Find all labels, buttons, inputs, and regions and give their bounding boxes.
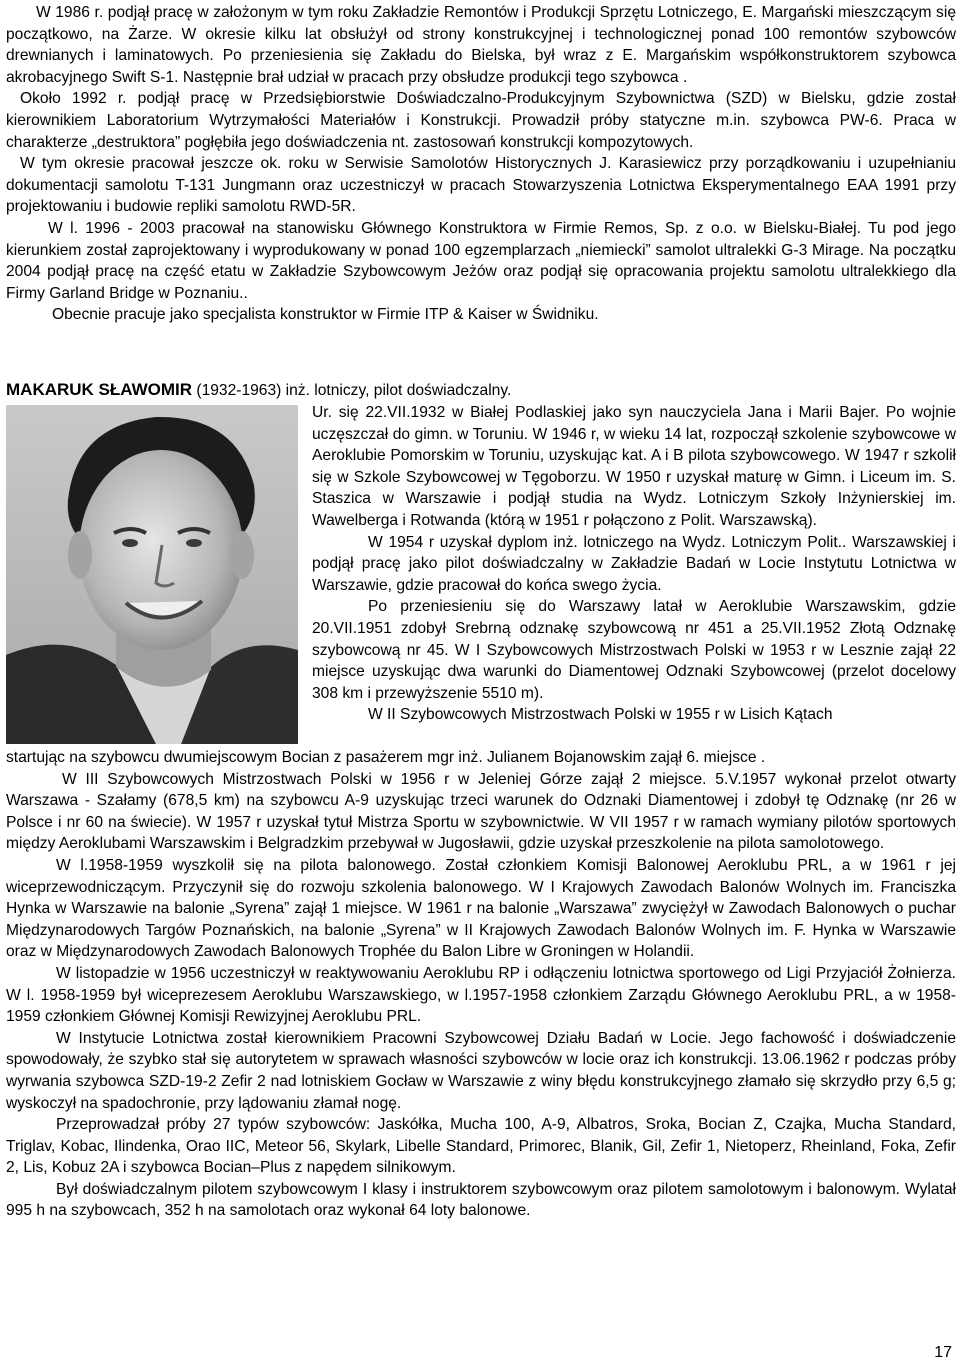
paragraph-1986: W 1986 r. podjął pracę w założonym w tym roku Zakładzie Remontów i Produkcji Sprzętu Lotniczego, E. Margański mieszczącym się początkowo, na Żarze. W okresie kilku lat obsłużył od strony konstrukcyjnej i technologicznej ponad 100 remontów szybowców drewnianych i laminatowych. Po przeniesienia się Zakładu do Bielska, był wraz z E. Margańskim współkonstruktorem szybowca akrobacyjnego Swift S-1. Następnie brał udział w pracach przy obsłudze produkcji tego szybowca . (6, 4, 956, 86)
paragraph-1955-start: W II Szybowcowych Mistrzostwach Polski w 1955 r w Lisich Kątach (368, 706, 833, 724)
entry-subtitle: (1932-1963) inż. lotniczy, pilot doświadczalny. (192, 382, 512, 399)
paragraph-1992: Około 1992 r. podjął pracę w Przedsiębiorstwie Doświadczalno-Produkcyjnym Szybownictwa (SZD) w Bielsku, gdzie został kierownikiem Laboratorium Wytrzymałości Materiałów i Konstrukcji. Prowadził próby statyczne m.in. szybowca PW-6. Praca w charakterze „destruktora” pogłębiła jego doświadczenia nt. zastosowań konstrukcji kompozytowych. (6, 90, 956, 151)
top-text-section (6, 2, 956, 326)
paragraph-birth: Ur. się 22.VII.1932 w Białej Podlaskiej jako syn nauczyciela Jana i Marii Bajer. Po wojnie uczęszczał do gimn. w Toruniu. W 1946 r, w wieku 14 lat, rozpoczął szkolenie szybowcowe w Aeroklubie Pomorskim w Toruniu, uzyskując kat. A i B pilota szybowcowego. W 1947 r szkolił się w Szkole Szybowcowej w Tęgoborzu. W 1950 r uzyskał maturę w Gimn. i Liceum im. S. Staszica w Warszawie i podjął studia na Wydz. Lotniczym Szkoły Inżynierskiej im. Wawelberga i Rotwanda (którą w 1951 r połączono z Polit. Warszawską). (312, 404, 956, 529)
entry-heading (6, 379, 511, 402)
page-number: 17 (934, 1344, 952, 1361)
paragraph-aeroklub: W listopadzie w 1956 uczestniczył w reaktywowaniu Aeroklubu RP i odłączeniu lotnictwa sportowego od Ligi Przyjaciół Żołnierza. W l. 1958-1959 był wiceprezesem Aeroklubu Warszawskiego, w l.1957-1958 członkiem Zarządu Głównego Aeroklubu PRL, a w 1958-1959 członkiem Głównej Komisji Rewizyjnej Aeroklubu PRL. (6, 964, 956, 1026)
paragraph-instytut: W Instytucie Lotnictwa został kierownikiem Pracowni Szybowcowej Działu Badań w Locie. Jego fachowość i doświadczenie spowodowały, że szybko stał się autorytetem w sprawach własności szybowców w locie oraz ich konstrukcji. 13.06.1962 r podczas próby wyrwania szybowca SZD-19-2 Zefir 2 nad lotniskiem Gocław w Warszawie z winy błędu konstrukcyjnego złamało się skrzydło przy 6,5 g; wyskoczył na spadochronie, przy lądowaniu złamał nogę. (6, 1029, 956, 1112)
entry-name: MAKARUK SŁAWOMIR (6, 380, 193, 399)
paragraph-nalot: Był doświadczalnym pilotem szybowcowym I klasy i instruktorem szybowcowym oraz pilotem samolotowym i balonowym. Wylatał 995 h na szybowcach, 352 h na samolotach oraz wykonał 64 loty balonowe. (6, 1180, 956, 1220)
right-text-column (312, 402, 956, 726)
paragraph-remos: W l. 1996 - 2003 pracował na stanowisku Głównego Konstruktora w Firmie Remos, Sp. z o.o. w Bielsku-Białej. Tu pod jego kierunkiem został zaprojektowany i wyprodukowany w ponad 100 egzemplarzach „niemiecki” samolot ultralekki G-3 Mirage. Na początku 2004 podjął pracę na część etatu w Zakładzie Szybowcowym Jeżów oraz podjął się opracowania projektu samolotu ultralekkiego dla Firmy Garland Bridge w Poznaniu.. (6, 219, 956, 302)
lower-text-section (6, 747, 956, 1222)
paragraph-serwis: W tym okresie pracował jeszcze ok. roku w Serwisie Samolotów Historycznych J. Karasiewicz przy porządkowaniu i uzupełnianiu dokumentacji samolotu T-131 Jungmann oraz uczestniczył w pracach Stowarzyszenia Lotnictwa Eksperymentalnego EAA 1991 przy projektowaniu i budowie repliki samolotu RWD-5R. (6, 155, 956, 216)
paragraph-obecnie: Obecnie pracuje jako specjalista konstruktor w Firmie ITP & Kaiser w Świdniku. (52, 306, 599, 324)
portrait-image (6, 405, 298, 744)
paragraph-1954: W 1954 r uzyskał dyplom inż. lotniczego na Wydz. Lotniczym Polit.. Warszawskiej i podjął pracę jako pilot doświadczalny w Zakładzie Badań w Locie Instytutu Lotnictwa w Warszawie, gdzie pracował do końca swego życia. (312, 533, 956, 594)
paragraph-proby: Przeprowadzał próby 27 typów szybowców: Jaskółka, Mucha 100, A-9, Albatros, Sroka, Bocian Z, Czajka, Mucha Standard, Triglav, Kobac, Ilindenka, Orao IIC, Meteor 56, Skylark, Libelle Standard, Primorec, Blanik, Gil, Zefir 1, Nietoperz, Rheinland, Foka, Zefir 2, Lis, Kobuz 2A i szybowca Bocian–Plus z napędem silnikowym. (6, 1116, 956, 1177)
paragraph-1955-continued: startując na szybowcu dwumiejscowym Bocian z pasażerem mgr inż. Julianem Bojanowskim zajął 6. miejsce . (6, 749, 766, 766)
paragraph-1956: W III Szybowcowych Mistrzostwach Polski w 1956 r w Jeleniej Górze zajął 2 miejsce. 5.V.1957 wykonał przelot otwarty Warszawa - Szałamy (678,5 km) na szybowcu A-9 uzyskując trzeci warunek do Odznaki Diamentowej i zdobył tę Odznakę (nr 26 w Polsce i nr 60 na świecie). W 1957 r uzyskał tytuł Mistrza Sportu w szybownictwie. W VII 1957 r w ramach wymiany pilotów sportowych między Aeroklubami Warszawskim i Belgradzkim przebywał w Jugosławii, gdzie uzyskał przeszkolenie na pilota samolotowego. (6, 770, 956, 853)
paragraph-warszawa: Po przeniesieniu się do Warszawy latał w Aeroklubie Warszawskim, gdzie 20.VII.1951 zdobył Srebrną odznakę szybowcową nr 451 a 25.VII.1952 Złotą Odznakę szybowcową nr 45. W I Szybowcowych Mistrzostwach Polski w 1953 r w Lesznie zajął 22 miejsce uzyskując dwa warunki do Diamentowej Odznaki Szybowcowej (przelot docelowy 308 km i przewyższenie 5510 m). (312, 598, 956, 702)
portrait-photo (6, 405, 298, 744)
paragraph-balony: W l.1958-1959 wyszkolił się na pilota balonowego. Został członkiem Komisji Balonowej Aeroklubu PRL, a w 1961 r jej wiceprzewodniczącym. Przyczynił się do rozwoju szkolenia balonowego. W I Krajowych Zawodach Balonów Wolnych im. Franciszka Hynka w Warszawie na balonie „Syrena” zajął 1 miejsce. W 1961 r na balonie „Warszawa” zwyciężył w Zawodach Balonowych o puchar Międzynarodowych Targów Poznańskich, na balonie „Syrena” w II Krajowych Zawodach Balonów Wolnych im. F. Hynka w Warszawie oraz w Międzynarodowych Zawodach Balonowych Trophée du Balon Libre w Groningen w Holandii. (6, 856, 956, 961)
